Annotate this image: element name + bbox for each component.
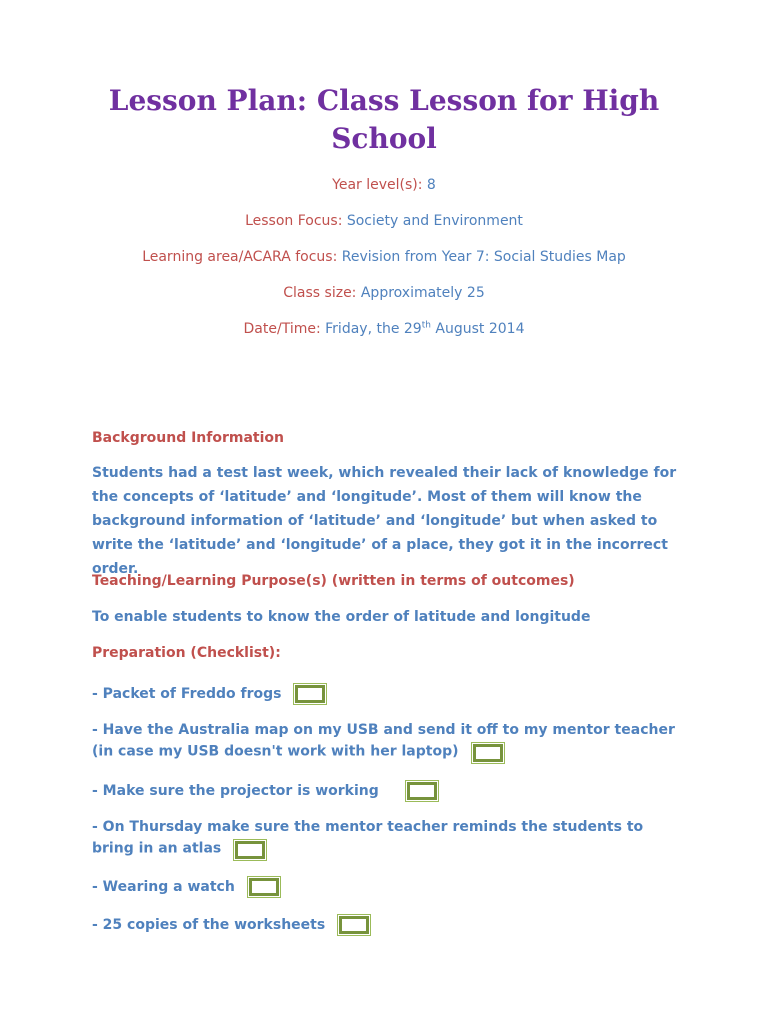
purpose-text: To enable students to know the order of latitude and longitude (92, 609, 591, 625)
checklist-item-text: (in case my USB doesn't work with her laptop) (92, 743, 459, 760)
lesson-focus-label: Lesson Focus: (245, 213, 343, 229)
lesson-focus-line (0, 211, 768, 231)
year-level-line (0, 175, 768, 195)
checklist-item-text: - On Thursday make sure the mentor teacher reminds the students to (92, 819, 644, 835)
checklist-item-text: - Have the Australia map on my USB and send it off to my mentor teacher (92, 722, 675, 738)
date-ordinal: th (421, 320, 431, 331)
checklist-item-text: - 25 copies of the worksheets (92, 917, 326, 933)
checklist-item (92, 875, 692, 899)
background-heading: Background Information (92, 430, 285, 446)
date-time-line (0, 319, 768, 339)
checklist-item-text: - Packet of Freddo frogs (92, 686, 282, 702)
learning-area-line (0, 247, 768, 267)
checkbox[interactable] (473, 744, 503, 762)
checklist-item-text: - Make sure the projector is working (92, 783, 379, 799)
class-size-label: Class size: (283, 285, 357, 301)
year-level-label: Year level(s): (332, 177, 423, 193)
checkbox[interactable] (249, 878, 279, 896)
checkbox[interactable] (235, 841, 265, 859)
checklist-item (92, 682, 692, 706)
checkbox[interactable] (407, 782, 437, 800)
preparation-heading: Preparation (Checklist): (92, 645, 281, 661)
checklist-item (92, 913, 692, 937)
checklist-item (92, 779, 692, 803)
date-day: Friday, the 29 (325, 321, 422, 337)
background-text: Students had a test last week, which revealed their lack of knowledge for the concepts of ‘latitude’ and ‘longitude’. Most of them will know the background information of ‘latitude’ and ‘longitude’ but when asked to write the ‘latitude’ and ‘longitude’ of a place, they got it in the incorrect order. (92, 465, 677, 577)
purpose-heading: Teaching/Learning Purpose(s) (written in terms of outcomes) (92, 573, 575, 589)
checklist-item-text: bring in an atlas (92, 840, 222, 857)
learning-area-value: Revision from Year 7: Social Studies Map (341, 249, 626, 265)
learning-area-label: Learning area/ACARA focus: (142, 249, 338, 265)
page-title: Lesson Plan: Class Lesson for High School (108, 84, 660, 155)
date-month-year: August 2014 (430, 321, 525, 337)
checklist-item (92, 720, 692, 763)
lesson-focus-value: Society and Environment (346, 213, 523, 229)
checklist-item (92, 817, 692, 860)
date-time-value (325, 321, 524, 337)
checkbox[interactable] (295, 685, 325, 703)
class-size-value: Approximately 25 (360, 285, 485, 301)
checklist-item-text: - Wearing a watch (92, 879, 235, 895)
checkbox[interactable] (339, 916, 369, 934)
class-size-line (0, 283, 768, 303)
date-time-label: Date/Time: (243, 321, 321, 337)
year-level-value: 8 (426, 177, 436, 193)
